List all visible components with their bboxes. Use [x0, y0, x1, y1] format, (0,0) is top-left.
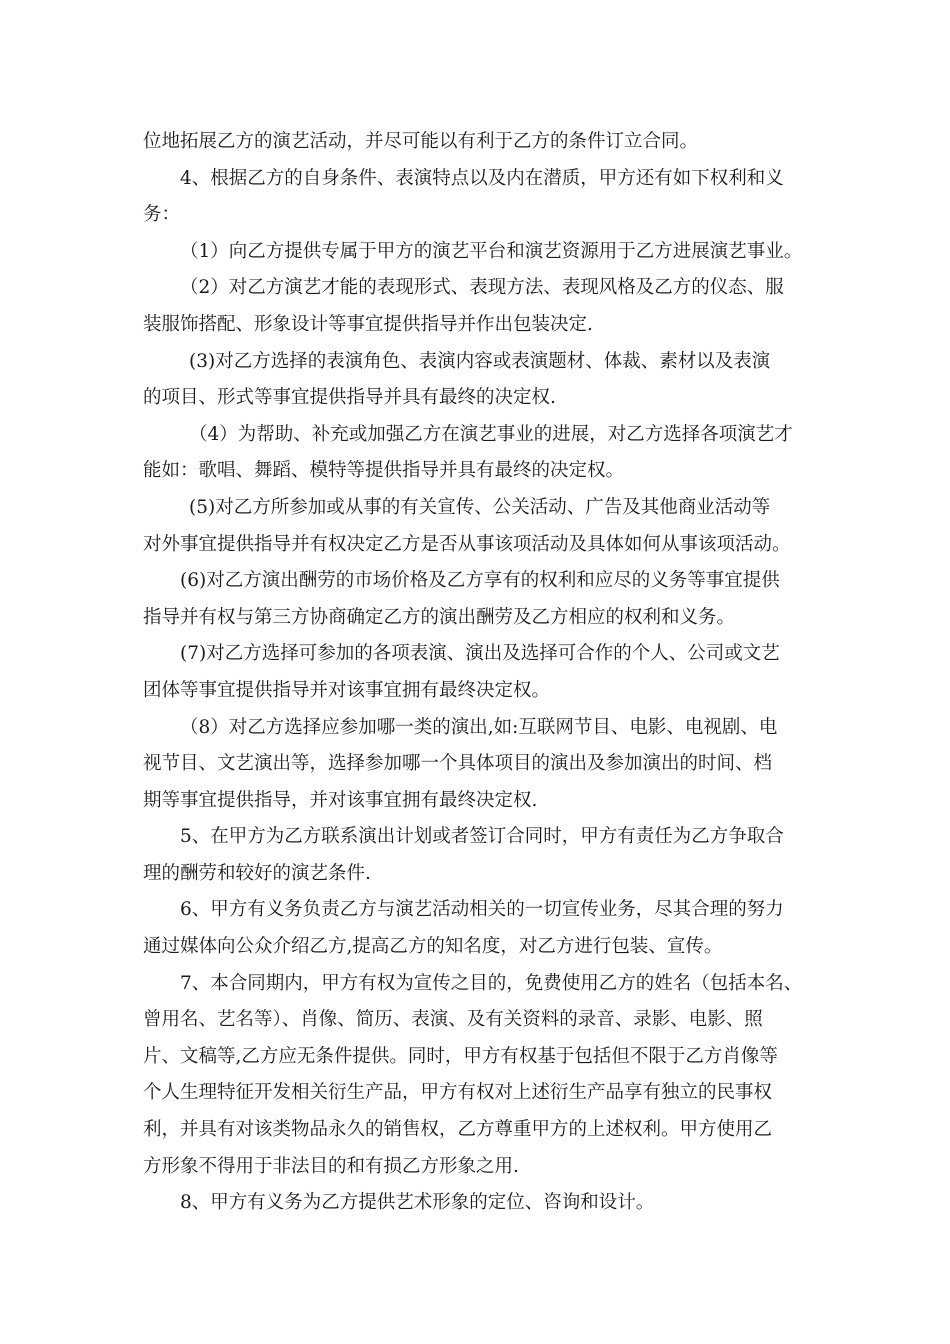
text-line: （8）对乙方选择应参加哪一类的演出,如:互联网节目、电影、电视剧、电 — [180, 716, 778, 738]
paragraph — [143, 966, 808, 1186]
text-line: (5)对乙方所参加或从事的有关宣传、公关活动、广告及其他商业活动等 — [189, 496, 771, 518]
text-line: （4）为帮助、补充或加强乙方在演艺事业的进展，对乙方选择各项演艺才 — [189, 423, 793, 445]
paragraph — [143, 124, 808, 161]
text-line: 7、本合同期内，甲方有权为宣传之目的，免费使用乙方的姓名（包括本名、 — [180, 972, 803, 994]
text-line: 片、文稿等,乙方应无条件提供。同时，甲方有权基于包括但不限于乙方肖像等 — [143, 1045, 778, 1067]
text-line: 曾用名、艺名等）、肖像、简历、表演、及有关资料的录音、录影、电影、照 — [143, 1009, 763, 1031]
document-body — [143, 124, 808, 1222]
text-line: 指导并有权与第三方协商确定乙方的演出酬劳及乙方相应的权利和义务。 — [143, 606, 736, 628]
text-line: 方形象不得用于非法目的和有损乙方形象之用. — [143, 1155, 519, 1177]
paragraph — [143, 892, 808, 965]
text-line: （1）向乙方提供专属于甲方的演艺平台和演艺资源用于乙方进展演艺事业。 — [180, 240, 803, 262]
text-line: (6)对乙方演出酬劳的市场价格及乙方享有的权利和应尽的义务等事宜提供 — [180, 570, 780, 592]
paragraph — [143, 636, 808, 709]
text-line: （2）对乙方演艺才能的表现形式、表现方法、表现风格及乙方的仪态、服 — [180, 277, 784, 299]
text-line: 利，并具有对该类物品永久的销售权，乙方尊重甲方的上述权利。甲方使用乙 — [143, 1119, 773, 1141]
text-line: 团体等事宜提供指导并对该事宜拥有最终决定权。 — [143, 679, 551, 701]
text-line: 装服饰搭配、形象设计等事宜提供指导并作出包装决定. — [143, 313, 593, 335]
paragraph — [143, 344, 808, 417]
paragraph — [143, 417, 808, 490]
text-line: 8、甲方有义务为乙方提供艺术形象的定位、咨询和设计。 — [180, 1192, 655, 1214]
paragraph — [143, 819, 808, 892]
text-line: (3)对乙方选择的表演角色、表演内容或表演题材、体裁、素材以及表演 — [189, 350, 771, 372]
text-line: 期等事宜提供指导，并对该事宜拥有最终决定权. — [143, 789, 538, 811]
text-line: 个人生理特征开发相关衍生产品，甲方有权对上述衍生产品享有独立的民事权 — [143, 1082, 773, 1104]
text-line: 的项目、形式等事宜提供指导并具有最终的决定权. — [143, 387, 556, 409]
text-line: 能如：歌唱、舞蹈、模特等提供指导并具有最终的决定权。 — [143, 460, 625, 482]
text-line: 6、甲方有义务负责乙方与演艺活动相关的一切宣传业务，尽其合理的努力 — [180, 899, 784, 921]
paragraph — [143, 161, 808, 234]
text-line: 4、根据乙方的自身条件、表演特点以及内在潜质，甲方还有如下权利和义 — [180, 167, 784, 189]
text-line: 务： — [143, 204, 181, 226]
paragraph — [143, 490, 808, 563]
paragraph — [143, 563, 808, 636]
text-line: 通过媒体向公众介绍乙方,提高乙方的知名度，对乙方进行包装、宣传。 — [143, 936, 723, 958]
paragraph — [143, 1185, 808, 1222]
text-line: 对外事宜提供指导并有权决定乙方是否从事该项活动及具体如何从事该项活动。 — [143, 533, 791, 555]
text-line: 视节目、文艺演出等，选择参加哪一个具体项目的演出及参加演出的时间、档 — [143, 753, 773, 775]
paragraph — [143, 710, 808, 820]
paragraph — [143, 234, 808, 271]
text-line: 5、在甲方为乙方联系演出计划或者签订合同时，甲方有责任为乙方争取合 — [180, 826, 784, 848]
paragraph — [143, 270, 808, 343]
text-line: 位地拓展乙方的演艺活动，并尽可能以有利于乙方的条件订立合同。 — [143, 131, 699, 152]
text-line: 理的酬劳和较好的演艺条件. — [143, 862, 371, 884]
text-line: (7)对乙方选择可参加的各项表演、演出及选择可合作的个人、公司或文艺 — [180, 643, 780, 665]
